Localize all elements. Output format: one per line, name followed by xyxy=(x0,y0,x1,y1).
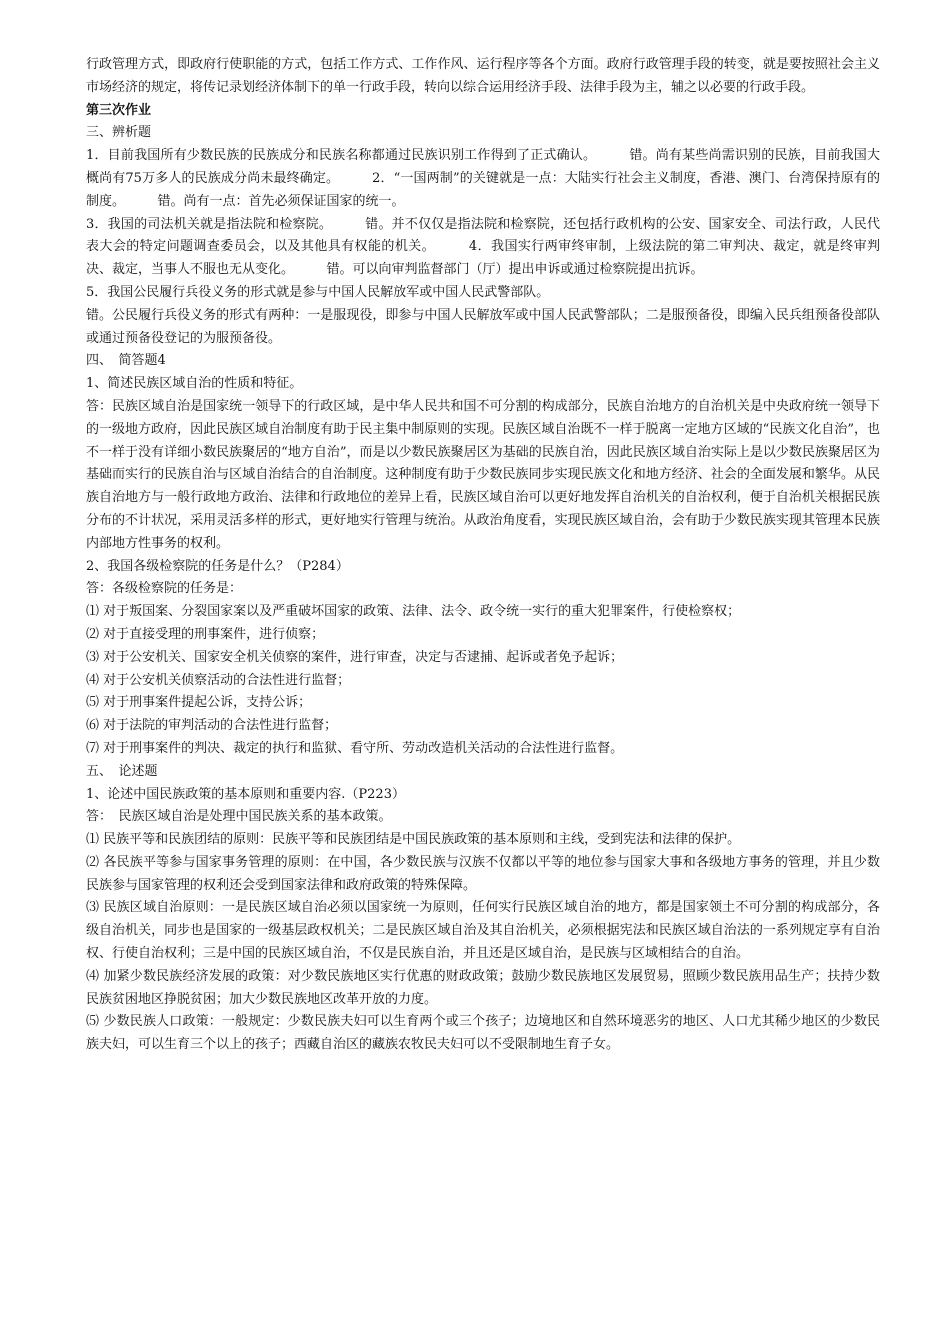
analysis-item-3-4: 3．我国的司法机关就是指法院和检察院。 错。并不仅仅是指法院和检察院，还包括行政机构的公安、国家安全、司法行政，人民代表大会的特定问题调查委员会，以及其他具有权能的机关。 4．我国实行两审终审制，上级法院的第二审判决、裁定，就是终审判决、裁定，当事人不服也无从变化。 错。可以向审判监督部门（厅）提出申诉或通过检察院提出抗诉。 xyxy=(86,216,880,278)
short-answer-answer-2-intro: 答：各级检察院的任务是： xyxy=(86,581,243,597)
procuratorate-task-3: ⑶ 对于公安机关、国家安全机关侦察的案件，进行审查，决定与否逮捕、起诉或者免予起诉； xyxy=(86,649,624,665)
policy-principle-2: ⑵ 各民族平等参与国家事务管理的原则：在中国，各少数民族与汉族不仅都以平等的地位参与国家大事和各级地方事务的管理，并且少数民族参与国家管理的权利还会受到国家法律和政府政策的特殊保障。 xyxy=(86,854,880,893)
policy-principle-5: ⑸ 少数民族人口政策：一般规定：少数民族夫妇可以生育两个或三个孩子；边境地区和自然环境恶劣的地区、人口尤其稀少地区的少数民族夫妇，可以生育三个以上的孩子；西藏自治区的藏族农牧民夫妇可以不受限制地生育子女。 xyxy=(86,1014,880,1053)
analysis-item-5-question: 5．我国公民履行兵役义务的形式就是参与中国人民解放军或中国人民武警部队。 xyxy=(86,284,550,300)
section-heading-third-assignment: 第三次作业 xyxy=(86,102,152,118)
policy-principle-1: ⑴ 民族平等和民族团结的原则：民族平等和民族团结是中国民族政策的基本原则和主线，受到宪法和法律的保护。 xyxy=(86,832,741,848)
essay-question-1: 1、论述中国民族政策的基本原则和重要内容.（P223） xyxy=(86,786,405,802)
procuratorate-task-6: ⑹ 对于法院的审判活动的合法性进行监督； xyxy=(86,718,338,734)
section-title-analysis: 三、辨析题 xyxy=(86,125,152,141)
policy-principle-4: ⑷ 加紧少数民族经济发展的政策：对少数民族地区实行优惠的财政政策；鼓励少数民族地区发展贸易，照顾少数民族用品生产；扶持少数民族贫困地区挣脱贫困；加大少数民族地区改革开放的力度。 xyxy=(86,968,880,1007)
procuratorate-task-2: ⑵ 对于直接受理的刑事案件，进行侦察； xyxy=(86,626,325,642)
procuratorate-task-5: ⑸ 对于刑事案件提起公诉，支持公诉； xyxy=(86,695,312,711)
short-answer-answer-1: 答：民族区域自治是国家统一领导下的行政区域，是中华人民共和国不可分割的构成部分，民族自治地方的自治机关是中央政府统一领导下的一级地方政府，因此民族区域自治制度有助于民主集中制原则的实现。民族区域自治既不一样于脱离一定地方区域的“民族文化自治”，也不一样于没有详细小数民族聚居的“地方自治”，而是以少数民族聚居区为基础的民族自治，因此民族区域自治实际上是以少数民族聚居区为基础而实行的民族自治与区域自治结合的自治制度。这种制度有助于少数民族同步实现民族文化和地方经济、社会的全面发展和繁华。从民族自治地方与一般行政地方政治、法律和行政地位的差异上看，民族区域自治可以更好地发挥自治机关的自治权利，便于自治机关根据民族分布的不计状况，采用灵活多样的形式，更好地实行管理与统治。从政治角度看，实现民族区域自治，会有助于少数民族实现其管理本民族内部地方性事务的权利。 xyxy=(86,398,880,551)
policy-principle-3: ⑶ 民族区域自治原则：一是民族区域自治必须以国家统一为原则，任何实行民族区域自治的地方，都是国家领土不可分割的构成部分，各级自治机关，同步也是国家的一级基层政权机关；二是民族区域自治及其自治机关，必须根据宪法和民族区域自治法的一系列规定享有自治权、行使自治权利；三是中国的民族区域自治，不仅是民族自治，并且还是区域自治，是民族与区域相结合的自治。 xyxy=(86,900,880,962)
analysis-item-1-2: 1．目前我国所有少数民族的民族成分和民族名称都通过民族识别工作得到了正式确认。 错。尚有某些尚需识别的民族，目前我国大概尚有75万多人的民族成分尚未最终确定。 2．“一国两制”的关键就是一点：大陆实行社会主义制度，香港、澳门、台湾保持原有的制度。 错。尚有一点：首先必须保证国家的统一。 xyxy=(86,148,880,209)
short-answer-question-1: 1、简述民族区域自治的性质和特征。 xyxy=(86,376,303,392)
short-answer-question-2: 2、我国各级检察院的任务是什么？（P284） xyxy=(86,558,349,574)
procuratorate-task-7: ⑺ 对于刑事案件的判决、裁定的执行和监狱、看守所、劳动改造机关活动的合法性进行监督。 xyxy=(86,740,624,756)
procuratorate-task-4: ⑷ 对于公安机关侦察活动的合法性进行监督； xyxy=(86,672,351,688)
analysis-item-5-answer: 错。公民履行兵役义务的形式有两种：一是服现役，即参与中国人民解放军或中国人民武警部队；二是服预备役，即编入民兵组预备役部队或通过预备役登记的为服预备役。 xyxy=(86,307,880,346)
section-title-essay: 五、 论述题 xyxy=(86,763,158,779)
procuratorate-task-1: ⑴ 对于叛国案、分裂国家案以及严重破坏国家的政策、法律、法令、政令统一实行的重大犯罪案件，行使检察权； xyxy=(86,604,741,620)
section-title-short-answer: 四、 简答题4 xyxy=(86,353,166,369)
intro-paragraph: 行政管理方式，即政府行使职能的方式，包括工作方式、工作作风、运行程序等各个方面。政府行政管理手段的转变，就是要按照社会主义市场经济的规定，将传记录划经济体制下的单一行政手段，转向以综合运用经济手段、法律手段为主，辅之以必要的行政手段。 xyxy=(86,57,880,95)
essay-answer-intro: 答： 民族区域自治是处理中国民族关系的基本政策。 xyxy=(86,809,392,825)
